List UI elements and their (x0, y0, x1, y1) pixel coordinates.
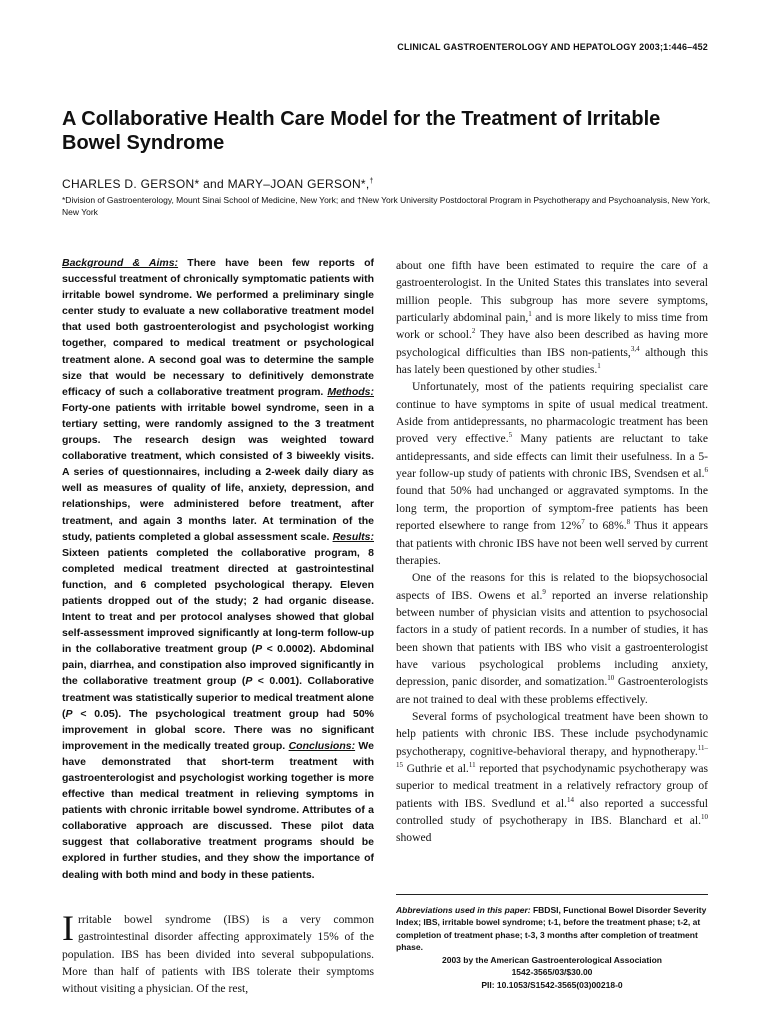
body-paragraph (396, 569, 708, 708)
author-name: CHARLES D. GERSON* (62, 177, 200, 191)
author-separator: and (199, 177, 228, 191)
abstract (62, 255, 374, 883)
copyright-line: 2003 by the American Gastroenterological Association (442, 955, 662, 965)
citation-ref: 9 (542, 587, 546, 596)
abbreviations-footnote (396, 904, 708, 953)
p-value-symbol: P (255, 643, 263, 656)
abstract-background-text: There have been few reports of successful treatment of chronically symptomatic patients with irritable bowel syndrome. We performed a preliminary single center study to evaluate a new collaborative treatment model that used both gastroenterologist and psychologist working together, compared to medical treatment or psychological treatment alone. A second goal was to determine the sample size that would be necessary to definitively demonstrate efficacy of such a collaborative treatment program. (62, 257, 374, 398)
body-text: Guthrie et al. (403, 761, 469, 775)
abstract-results-label: Results: (332, 530, 374, 543)
abstract-background-label: Background & Aims: (62, 257, 179, 269)
copyright-block (396, 954, 708, 991)
citation-ref: 5 (508, 431, 513, 440)
abstract-results-text: < 0.0002). Abdominal pain, diarrhea, and constipation also improved significantly in the collaborative treatment group ( (62, 643, 374, 688)
affiliations: *Division of Gastroenterology, Mount Sinai School of Medicine, New York; and †New York University Postdoctoral Program in Psychotherapy and Psychoanalysis, New York, New York (62, 195, 711, 217)
body-text: reported that psychodynamic psychotherapy was superior to medical treatment in a relatively refractory group of patients with IBS. Svedlund et al. (396, 761, 708, 810)
journal-header: CLINICAL GASTROENTEROLOGY AND HEPATOLOGY 2003;1:446–452 (397, 42, 708, 52)
abstract-methods-label: Methods: (327, 385, 374, 398)
citation-ref: 6 (704, 466, 708, 475)
body-text: found that 50% had unchanged or aggravated symptoms. In the long term, the proportion of symptom-free patients has been reported elsewhere to range from 12% (396, 484, 708, 533)
body-text: about one fifth have been estimated to require the care of a gastroenterologist. In the United States this translates into several million people. This subgroup has more severe symptoms, particularly abdominal pain, (396, 259, 708, 325)
abstract-results-text: < 0.001). Collaborative treatment was statistically superior to medical treatment alone ( (62, 675, 374, 720)
footnote-divider (396, 894, 708, 895)
abstract-conclusions-label: Conclusions: (288, 739, 356, 752)
body-column-right (396, 257, 708, 847)
body-text: Several forms of psychological treatment have been shown to help patients with chronic IBS. These include psychodynamic psychotherapy, cognitive-behavioral therapy, and hypnotherapy. (396, 709, 708, 758)
drop-cap: I (62, 908, 74, 948)
body-text: Thus it appears that patients with chronic IBS have not been well served by current therapies. (396, 519, 708, 567)
affiliation-mark: † (369, 178, 374, 185)
intro-paragraph (62, 908, 374, 997)
abstract-conclusions-text: We have demonstrated that short-term treatment with gastroenterologist and psychologist working together is more effective than medical treatment in relieving symptoms in patients with chronic irritable bowel syndrome. Attributes of a collaborative approach are discussed. These pilot data suggest that collaborative treatment programs should be explored in further studies, and they show the importance of dealing with both mind and body in these patients. (62, 739, 374, 881)
intro-text: rritable bowel syndrome (IBS) is a very common gastrointestinal disorder affecting approximately 15% of the population. IBS has been divided into several subpopulations. More than half of patients with IBS tolerate their symptoms without visiting a physician. Of the rest, (62, 913, 374, 996)
citation-ref: 1 (528, 310, 532, 319)
citation-ref: 11–15 (396, 743, 708, 770)
abbreviations-label: Abbreviations used in this paper: (396, 905, 531, 915)
body-text: Gastroenterologists are not trained to deal with these problems effectively. (396, 675, 708, 706)
body-text: to 68%. (584, 519, 627, 533)
citation-ref: 1 (597, 362, 601, 371)
body-text: and is more likely to miss time from work or school. (396, 311, 708, 342)
p-value-symbol: P (65, 707, 73, 720)
citation-ref: 3,4 (630, 344, 640, 353)
body-text: One of the reasons for this is related to the biopsychosocial aspects of IBS. Owens et al. (396, 571, 708, 602)
abstract-results-text: < 0.05). The psychological treatment group had 50% improvement in global score. There was no significant improvement in the medically treated group. (62, 707, 374, 752)
citation-ref: 8 (626, 518, 631, 527)
body-text: They have also been described as having more psychological difficulties than IBS non-patients, (396, 328, 708, 359)
body-text: Many patients are reluctant to take antidepressants, and side effects can limit their usefulness. In a 5-year follow-up study of patients with chronic IBS, Svendsen et al. (396, 432, 708, 481)
citation-ref: 10 (701, 813, 708, 822)
p-value-symbol: P (245, 675, 253, 688)
pii-line: PII: 10.1053/S1542-3565(03)00218-0 (481, 979, 623, 990)
body-paragraph (396, 257, 708, 378)
citation-ref: 14 (566, 795, 574, 804)
issn-line: 1542-3565/03/$30.00 (511, 967, 593, 978)
body-text: although this has lately been questioned by other studies. (396, 345, 709, 377)
body-text: showed (396, 831, 432, 845)
abstract-methods-text: Forty-one patients with irritable bowel syndrome, seen in a tertiary setting, were randomly assigned to the 3 treatment groups. The research design was weighted toward collaborative treatment, which consisted of 3 biweekly visits. A series of questionnaires, including a 2-week daily diary as well as measures of quality of life, anxiety, depression, and relationships, were administered before treatment, after treatment, and again 3 months later. At termination of the study, patients completed a global assessment scale. (62, 401, 374, 543)
citation-ref: 7 (581, 518, 585, 527)
body-paragraph (396, 378, 708, 569)
citation-ref: 10 (607, 674, 615, 683)
abbreviations-text: FBDSI, Functional Bowel Disorder Severity Index; IBS, irritable bowel syndrome; t-1, before the treatment phase; t-2, at completion of treatment phase; t-3, 3 months after completion of treatment phase. (396, 905, 707, 952)
citation-ref: 2 (471, 327, 476, 336)
body-paragraph (396, 708, 708, 847)
body-text: reported an inverse relationship between number of physician visits and attention to psychosocial factors in a study of patient records. In a number of studies, it has been shown that patients with IBS who visit a gastroenterologist have various psychological problems including anxiety, depression, panic disorder, and somatization. (396, 588, 708, 689)
article-title: A Collaborative Health Care Model for the Treatment of Irritable Bowel Syndrome (62, 108, 661, 154)
author-list (62, 177, 374, 191)
body-text: Unfortunately, most of the patients requiring specialist care continue to have symptoms in spite of usual medical treatment. Aside from antidepressants, no pharmacologic treatment has been proved very effective. (396, 380, 708, 446)
citation-ref: 11 (468, 761, 476, 770)
abstract-results-text: Sixteen patients completed the collaborative program, 8 completed medical treatment directed at gastrointestinal function, and 6 completed psychological therapy. Eleven patients dropped out of the study; 2 had organic disease. Intent to treat and per protocol analyses showed that global self-assessment improved significantly at long-term follow-up in the collaborative treatment group ( (62, 546, 374, 656)
body-text: also reported a successful controlled study of psychotherapy in IBS. Blanchard et al. (396, 796, 708, 827)
author-name: MARY–JOAN GERSON*, (227, 177, 370, 191)
